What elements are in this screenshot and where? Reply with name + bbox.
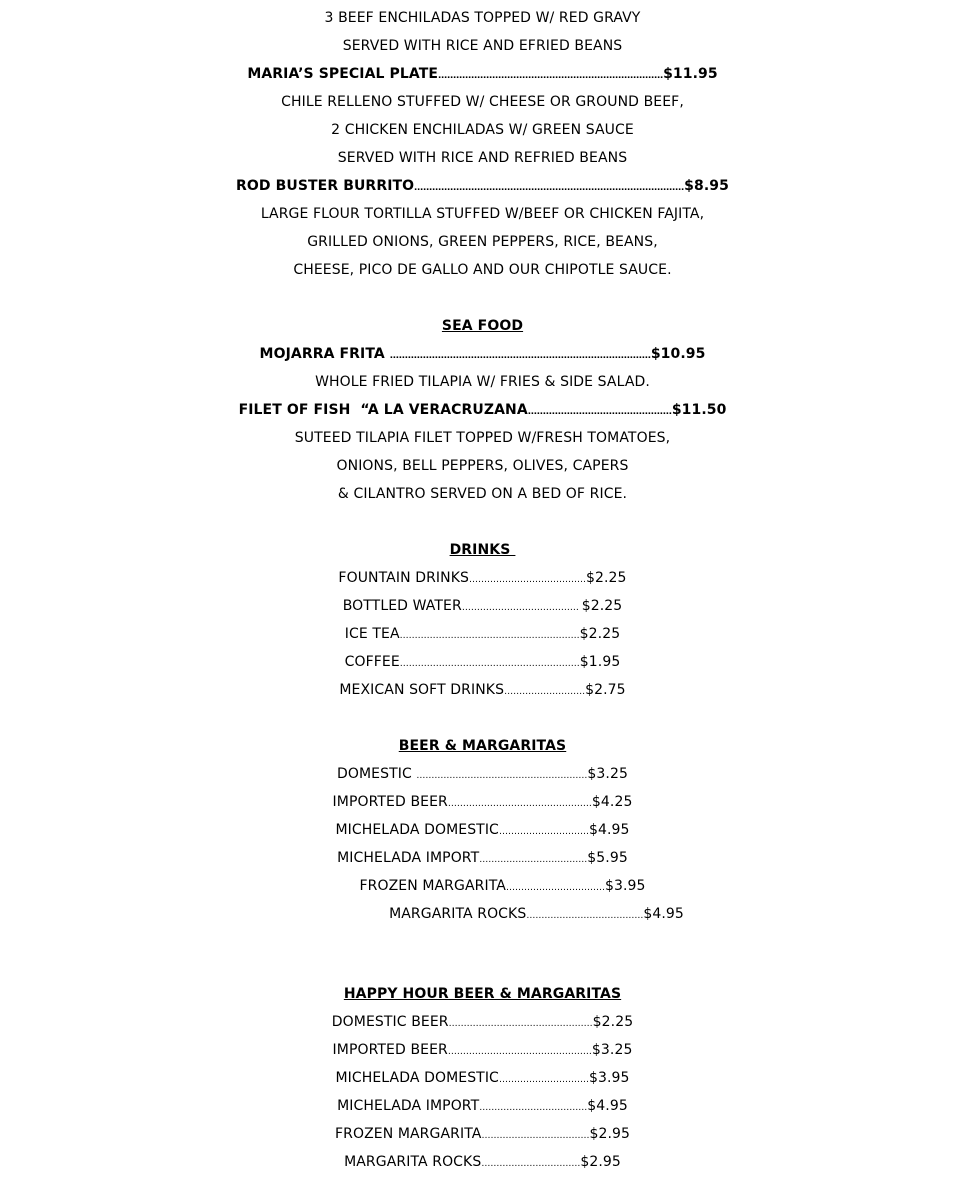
description-text: LARGE FLOUR TORTILLA STUFFED W/BEEF OR CHICKEN FAJITA, xyxy=(260,206,705,222)
description-text: SUTEED TILAPIA FILET TOPPED W/FRESH TOMATOES, xyxy=(294,430,671,446)
description-text: 2 CHICKEN ENCHILADAS W/ GREEN SAUCE xyxy=(331,122,634,138)
item-price: $4.95 xyxy=(588,822,630,838)
item-name: MICHELADA IMPORT xyxy=(337,850,480,866)
leader-dots: ……………………………… xyxy=(479,855,588,865)
leader-dots: …………………………… xyxy=(481,1159,581,1169)
happy-hour-item xyxy=(0,1064,965,1092)
item-name: IMPORTED BEER xyxy=(332,794,448,810)
leader-dots: ……………………………… xyxy=(479,1103,588,1113)
item-name: MARIA’S SPECIAL PLATE xyxy=(247,66,439,82)
beer-item xyxy=(0,844,965,872)
menu-description-line xyxy=(0,480,965,508)
item-price: $2.75 xyxy=(585,682,626,698)
section-heading: SEA FOOD xyxy=(441,318,524,334)
beer-item xyxy=(0,900,965,928)
item-name: FROZEN MARGARITA xyxy=(334,1126,482,1142)
leader-dots: ………………………… xyxy=(498,1075,589,1085)
item-price: $10.95 xyxy=(650,346,706,362)
menu-description-line xyxy=(0,228,965,256)
happy-hour-item xyxy=(0,1036,965,1064)
item-name: MARGARITA ROCKS xyxy=(344,1154,482,1170)
item-price: $2.25 xyxy=(592,1014,634,1030)
item-name: DOMESTIC xyxy=(336,766,417,782)
menu-description-line xyxy=(0,88,965,116)
description-text: 3 BEEF ENCHILADAS TOPPED W/ RED GRAVY xyxy=(324,10,641,26)
happy-hour-item xyxy=(0,1092,965,1120)
item-price: $8.95 xyxy=(684,178,729,194)
section-heading-beer-margaritas xyxy=(0,732,965,760)
leader-dots: ………………………………… xyxy=(461,603,582,613)
item-name: FROZEN MARGARITA xyxy=(359,878,506,894)
item-price: $4.95 xyxy=(587,1098,628,1114)
leader-dots: ………………………………………………… xyxy=(416,771,588,781)
menu-item-mojarra-frita xyxy=(0,340,965,368)
item-name: MARGARITA ROCKS xyxy=(389,906,527,922)
section-heading-seafood xyxy=(0,312,965,340)
section-spacer xyxy=(0,284,965,312)
leader-dots: ………………………… xyxy=(498,827,589,837)
menu-description-line xyxy=(0,144,965,172)
leader-dots: ………………………………… xyxy=(468,575,586,585)
beer-item xyxy=(0,816,965,844)
section-spacer xyxy=(0,704,965,732)
description-text: ONIONS, BELL PEPPERS, OLIVES, CAPERS xyxy=(336,458,629,474)
leader-dots: ………………………………… xyxy=(526,911,644,921)
happy-hour-item xyxy=(0,1008,965,1036)
item-name: IMPORTED BEER xyxy=(332,1042,448,1058)
section-heading-happy-hour xyxy=(0,980,965,1008)
item-price: $4.25 xyxy=(591,794,633,810)
leader-dots: ………………………………………… xyxy=(448,1019,593,1029)
beer-item xyxy=(0,788,965,816)
beer-item xyxy=(0,872,965,900)
item-price: $1.95 xyxy=(579,654,621,670)
section-spacer xyxy=(0,508,965,536)
item-name: MOJARRA FRITA xyxy=(259,346,390,362)
item-price: $2.95 xyxy=(589,1126,631,1142)
item-price: $5.95 xyxy=(587,850,628,866)
section-heading: BEER & MARGARITAS xyxy=(398,738,567,754)
leader-dots: ………………………………………… xyxy=(447,799,592,809)
happy-hour-item xyxy=(0,1120,965,1148)
item-price: $11.50 xyxy=(671,402,727,418)
leader-dots: ……………………… xyxy=(504,687,586,697)
section-spacer xyxy=(0,928,965,980)
menu-item-marias-special-plate xyxy=(0,60,965,88)
menu-description-line xyxy=(0,200,965,228)
item-name: FOUNTAIN DRINKS xyxy=(338,570,469,586)
item-price: $2.25 xyxy=(585,570,627,586)
item-price: $2.25 xyxy=(581,598,623,614)
section-heading: DRINKS xyxy=(449,542,516,558)
menu-description-line xyxy=(0,4,965,32)
item-price: $11.95 xyxy=(663,66,718,82)
description-text: CHEESE, PICO DE GALLO AND OUR CHIPOTLE SAUCE. xyxy=(293,262,672,278)
leader-dots: …………………………… xyxy=(505,883,605,893)
menu-description-line xyxy=(0,452,965,480)
item-name: ICE TEA xyxy=(344,626,400,642)
item-name: MEXICAN SOFT DRINKS xyxy=(339,682,505,698)
description-text: CHILE RELLENO STUFFED W/ CHEESE OR GROUND BEEF, xyxy=(281,94,684,110)
menu-description-line xyxy=(0,116,965,144)
section-heading-drinks xyxy=(0,536,965,564)
item-price: $3.95 xyxy=(604,878,646,894)
item-name: BOTTLED WATER xyxy=(342,598,462,614)
leader-dots: ………………………………………………………………… xyxy=(438,71,664,81)
item-price: $3.25 xyxy=(587,766,628,782)
leader-dots: …………………………………………………… xyxy=(399,659,580,669)
item-name: FILET OF FISH “A LA VERACRUZANA xyxy=(238,402,528,418)
drink-item xyxy=(0,564,965,592)
item-price: $3.25 xyxy=(591,1042,633,1058)
drink-item xyxy=(0,592,965,620)
menu-document xyxy=(0,4,965,1176)
item-name: ROD BUSTER BURRITO xyxy=(236,178,415,194)
item-name: COFFEE xyxy=(344,654,400,670)
description-text: SERVED WITH RICE AND EFRIED BEANS xyxy=(342,38,623,54)
leader-dots: ………………………………………… xyxy=(447,1047,592,1057)
menu-description-line xyxy=(0,32,965,60)
menu-item-rod-buster-burrito xyxy=(0,172,965,200)
drink-item xyxy=(0,676,965,704)
menu-description-line xyxy=(0,368,965,396)
beer-item xyxy=(0,760,965,788)
description-text: GRILLED ONIONS, GREEN PEPPERS, RICE, BEANS, xyxy=(307,234,658,250)
item-price: $2.95 xyxy=(580,1154,621,1170)
item-name: DOMESTIC BEER xyxy=(331,1014,449,1030)
description-text: SERVED WITH RICE AND REFRIED BEANS xyxy=(337,150,628,166)
item-price: $4.95 xyxy=(643,906,684,922)
item-price: $2.25 xyxy=(579,626,621,642)
item-name: MICHELADA IMPORT xyxy=(337,1098,480,1114)
section-heading: HAPPY HOUR BEER & MARGARITAS xyxy=(343,986,622,1002)
leader-dots: ………………………………………… xyxy=(527,407,672,417)
item-name: MICHELADA DOMESTIC xyxy=(335,1070,499,1086)
description-text: & CILANTRO SERVED ON A BED OF RICE. xyxy=(337,486,628,502)
menu-description-line xyxy=(0,256,965,284)
menu-description-line xyxy=(0,424,965,452)
leader-dots: ……………………………… xyxy=(481,1131,590,1141)
item-price: $3.95 xyxy=(588,1070,630,1086)
drink-item xyxy=(0,620,965,648)
leader-dots: …………………………………………………… xyxy=(399,631,580,641)
item-name: MICHELADA DOMESTIC xyxy=(335,822,499,838)
leader-dots: ……………………………………………………………………………… xyxy=(414,183,685,193)
description-text: WHOLE FRIED TILAPIA W/ FRIES & SIDE SALAD. xyxy=(315,374,650,390)
menu-item-filet-of-fish xyxy=(0,396,965,424)
leader-dots: …………………………………………………………………………… xyxy=(389,351,651,361)
drink-item xyxy=(0,648,965,676)
happy-hour-item xyxy=(0,1148,965,1176)
